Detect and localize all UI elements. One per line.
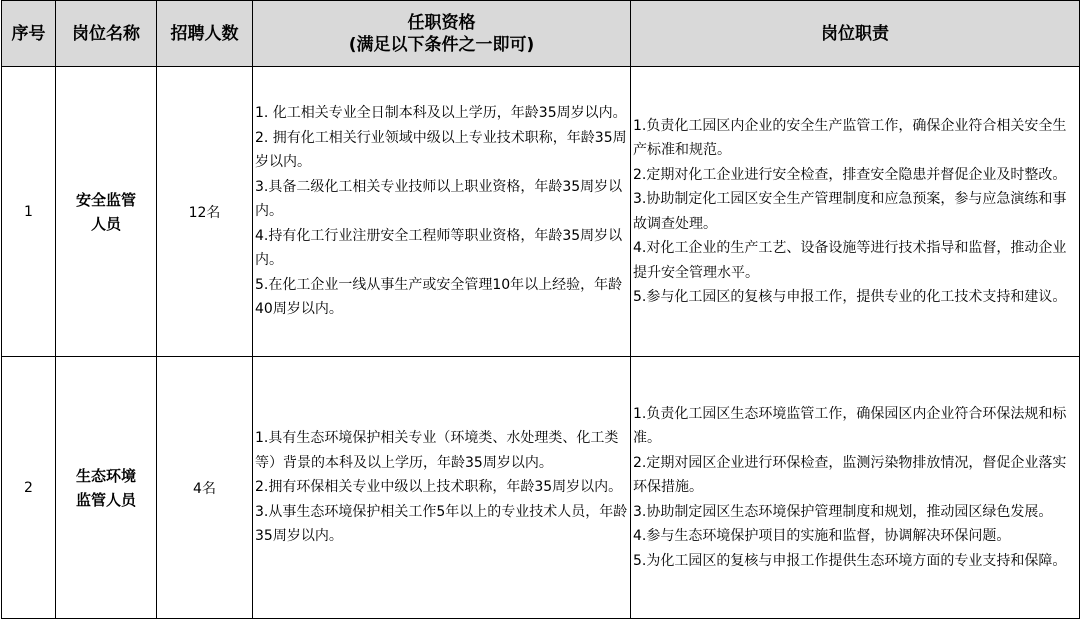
row-position: 安全监管人员 xyxy=(56,67,157,357)
duty-item: 2.定期对园区企业进行环保检查，监测污染物排放情况，督促企业落实环保措施。 xyxy=(633,454,1067,496)
duty-item: 3.协助制定化工园区安全生产管理制度和应急预案，参与应急演练和事故调查处理。 xyxy=(633,191,1067,232)
header-position: 岗位名称 xyxy=(56,1,157,67)
qualification-item: 3.具备二级化工相关专业技师以上职业资格，年龄35周岁以内。 xyxy=(255,178,623,220)
qualification-item: 4.持有化工行业注册安全工程师等职业资格，年龄35周岁以内。 xyxy=(255,227,623,269)
row-index: 1 xyxy=(2,67,56,357)
qualification-item: 1.具有生态环境保护相关专业（环境类、水处理类、化工类等）背景的本科及以上学历，年龄35周岁以内。 xyxy=(255,430,619,471)
duty-item: 4.参与生态环境保护项目的实施和监督，协调解决环保问题。 xyxy=(633,528,1011,545)
row-qualifications xyxy=(253,67,631,357)
row-count: 4名 xyxy=(157,357,253,619)
qualification-item: 1. 化工相关专业全日制本科及以上学历，年龄35周岁以内。 xyxy=(255,105,627,122)
duty-item: 4.对化工企业的生产工艺、设备设施等进行技术指导和监督，推动企业提升安全管理水平。 xyxy=(633,240,1067,281)
duty-item: 5.为化工园区的复核与申报工作提供生态环境方面的专业支持和保障。 xyxy=(633,552,1067,569)
table-row xyxy=(2,67,1080,357)
row-duties xyxy=(631,67,1080,357)
duty-item: 1.负责化工园区内企业的安全生产监管工作，确保企业符合相关安全生产标准和规范。 xyxy=(633,117,1067,158)
duty-item: 1.负责化工园区生态环境监管工作，确保园区内企业符合环保法规和标准。 xyxy=(633,405,1067,447)
duty-item: 3.协助制定园区生态环境保护管理制度和规划，推动园区绿色发展。 xyxy=(633,503,1053,520)
table-header-row xyxy=(2,1,1080,67)
qualification-item: 2.拥有环保相关专业中级以上技术职称，年龄35周岁以内。 xyxy=(255,479,623,496)
qualification-item: 2. 拥有化工相关行业领域中级以上专业技术职称，年龄35周岁以内。 xyxy=(255,129,627,171)
recruitment-table xyxy=(1,0,1080,619)
table-row xyxy=(2,357,1080,619)
row-duties xyxy=(631,357,1080,619)
qualification-item: 5.在化工企业一线从事生产或安全管理10年以上经验，年龄40周岁以内。 xyxy=(255,276,623,318)
header-qualifications-title: 任职资格 xyxy=(407,12,476,33)
row-index: 2 xyxy=(2,357,56,619)
duty-item: 2.定期对化工企业进行安全检查，排查安全隐患并督促企业及时整改。 xyxy=(633,166,1067,183)
duty-item: 5.参与化工园区的复核与申报工作，提供专业的化工技术支持和建议。 xyxy=(633,289,1067,305)
header-index: 序号 xyxy=(2,1,56,67)
header-qualifications-note: (满足以下条件之一即可) xyxy=(348,34,535,55)
header-qualifications xyxy=(253,1,631,67)
row-qualifications xyxy=(253,357,631,619)
header-duties: 岗位职责 xyxy=(631,1,1080,67)
qualification-item: 3.从事生态环境保护相关工作5年以上的专业技术人员，年龄35周岁以内。 xyxy=(255,503,628,545)
row-position: 生态环境监管人员 xyxy=(56,357,157,619)
row-count: 12名 xyxy=(157,67,253,357)
header-count: 招聘人数 xyxy=(157,1,253,67)
